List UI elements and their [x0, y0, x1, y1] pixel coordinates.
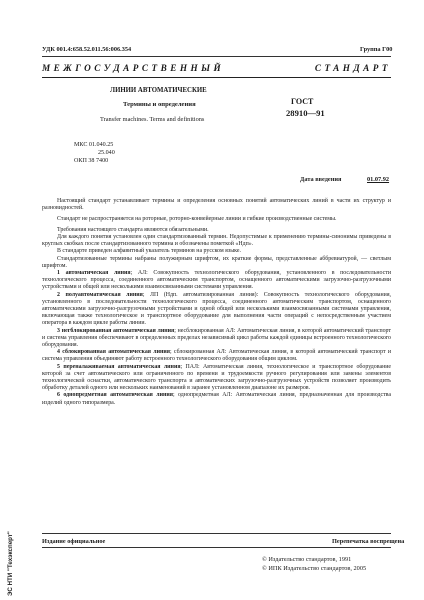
divider-bottom — [42, 547, 391, 548]
term-number: 2 — [57, 291, 60, 298]
term-number: 5 — [57, 363, 60, 370]
term-definition: ; ПАЛ: Автоматическая линия, технологическое и транспортное оборудование которой за счет автоматического или ограниченного по времени и трудоемкости ручного регулирования или замены элементов технологической оснастки, автоматического транспорта и автоматических загрузочно-разгрузочных устройств позволяет производить обработку деталей одного или нескольких наименований в заранее установленном диапазоне их размеров. — [42, 363, 391, 392]
term-definition: ; несблокированная АЛ: Автоматическая линия, в которой автоматический транспорт и система управления обеспечивают в определенных пределах независимый цикл работы каждой единицы встроенного технологического оборудования. — [42, 327, 391, 349]
reprint-prohibited-label: Перепечатка воспрещена — [332, 538, 405, 545]
term-name: переналаживаемая автоматическая линия — [63, 363, 181, 370]
udk-code: УДК 001.4:658.52.011.56:006.354 — [42, 46, 132, 53]
standard-label: ГОСТ — [291, 97, 314, 106]
introduction-date: 01.07.92 — [367, 176, 390, 183]
term-definition: ; однопредметная АЛ: Автоматическая линия, предназначенная для производства изделий одного типоразмера. — [42, 392, 391, 406]
official-edition-label: Издание официальное — [42, 538, 106, 545]
paragraph: Требования настоящего стандарта являются обязательными. — [57, 226, 209, 233]
divider-footer — [42, 533, 391, 534]
paragraph: В стандарте приведен алфавитный указатель терминов на русском языке. — [57, 248, 241, 255]
term-name: полуавтоматическая линия — [65, 291, 143, 298]
copyright-2005: © ИПК Издательство стандартов, 2005 — [262, 565, 367, 572]
term-definition: ; ЛП (Ндп. автоматизированная линия): Совокупность технологического оборудования, установленного в последовательности технологического процесса, соединенного автоматическим транспортом, оснащенного автоматическими загрузочно-разгрузочными устройствами и одной общей или несколькими взаимосвязанными системами управления, включающая также технологическое и транспортное оборудование для выполнения части операций с непосредственным участием оператора в каждом цикле работы линии. — [42, 291, 391, 327]
term-definition: ; сблокированная АЛ: Автоматическая линия, в которой автоматический транспорт и система управления объединяют работу встроенного технологического оборудования общим циклом. — [42, 349, 391, 363]
standard-number: 28910—91 — [286, 108, 325, 118]
term-entry — [42, 328, 391, 350]
paragraph: Настоящий стандарт устанавливает термины и определения основных понятий автоматических линий в части их структур и разновидностей. — [42, 198, 391, 212]
document-body — [42, 198, 391, 407]
banner-interstate-standard: МЕЖГОСУДАРСТВЕННЫЙ СТАНДАРТ — [42, 63, 391, 73]
mks-code-second: 25.040 — [98, 150, 115, 156]
term-number: 4 — [57, 349, 60, 356]
term-entry — [42, 392, 391, 406]
term-name: однопредметная автоматическая линия — [63, 392, 173, 399]
term-number: 3 — [57, 327, 60, 334]
group-code: Группа Г00 — [360, 46, 393, 53]
divider-top — [42, 56, 391, 57]
term-name: автоматическая линия — [65, 270, 131, 277]
term-entry — [42, 292, 391, 328]
copyright-1991: © Издательство стандартов, 1991 — [262, 556, 352, 563]
okp-code: ОКП 38 7400 — [74, 158, 109, 164]
introduction-date-label: Дата введения — [300, 176, 342, 183]
paragraph: Стандарт не распространяется на роторные, роторно-конвейерные линии и гибкие производственные системы. — [57, 216, 337, 222]
document-subtitle: Термины и определения — [123, 101, 196, 108]
term-entry — [42, 270, 391, 292]
side-stamp — [6, 531, 17, 596]
document-title: ЛИНИИ АВТОМАТИЧЕСКИЕ — [110, 87, 207, 94]
term-name: негблокированная автоматическая линия — [61, 327, 175, 334]
term-definition: ; АЛ: Совокупность технологического оборудования, установленного в последовательности технологического процесса, соединенного автоматическим транспортом, оснащенного автоматическими загрузочно-разгрузочными устройствами и общей или несколькими взаимосвязанными системами управления. — [42, 270, 391, 291]
paragraph: Стандартизованные термины набраны полужирным шрифтом, их краткие формы, представленные аббревиатурой, — светлым шрифтом. — [42, 255, 391, 269]
term-entry — [42, 364, 391, 393]
term-name: сблокированная автоматическая линия — [62, 349, 170, 356]
term-number: 1 — [57, 270, 60, 277]
term-number: 6 — [57, 392, 60, 399]
term-entry — [42, 349, 391, 363]
stamp-text: ЭС НТИ "Техэксперт" — [7, 531, 14, 596]
paragraph: Для каждого понятия установлен один стандартизованный термин. Недопустимые к применению термины-синонимы приведены в круглых скобках после стандартизованного термина и обозначены пометкой «Ндп». — [42, 234, 391, 248]
divider-banner — [42, 77, 391, 78]
english-title: Transfer machines. Terms and definitions — [100, 116, 205, 123]
mks-code: МКС 01.040.25 — [74, 142, 114, 148]
